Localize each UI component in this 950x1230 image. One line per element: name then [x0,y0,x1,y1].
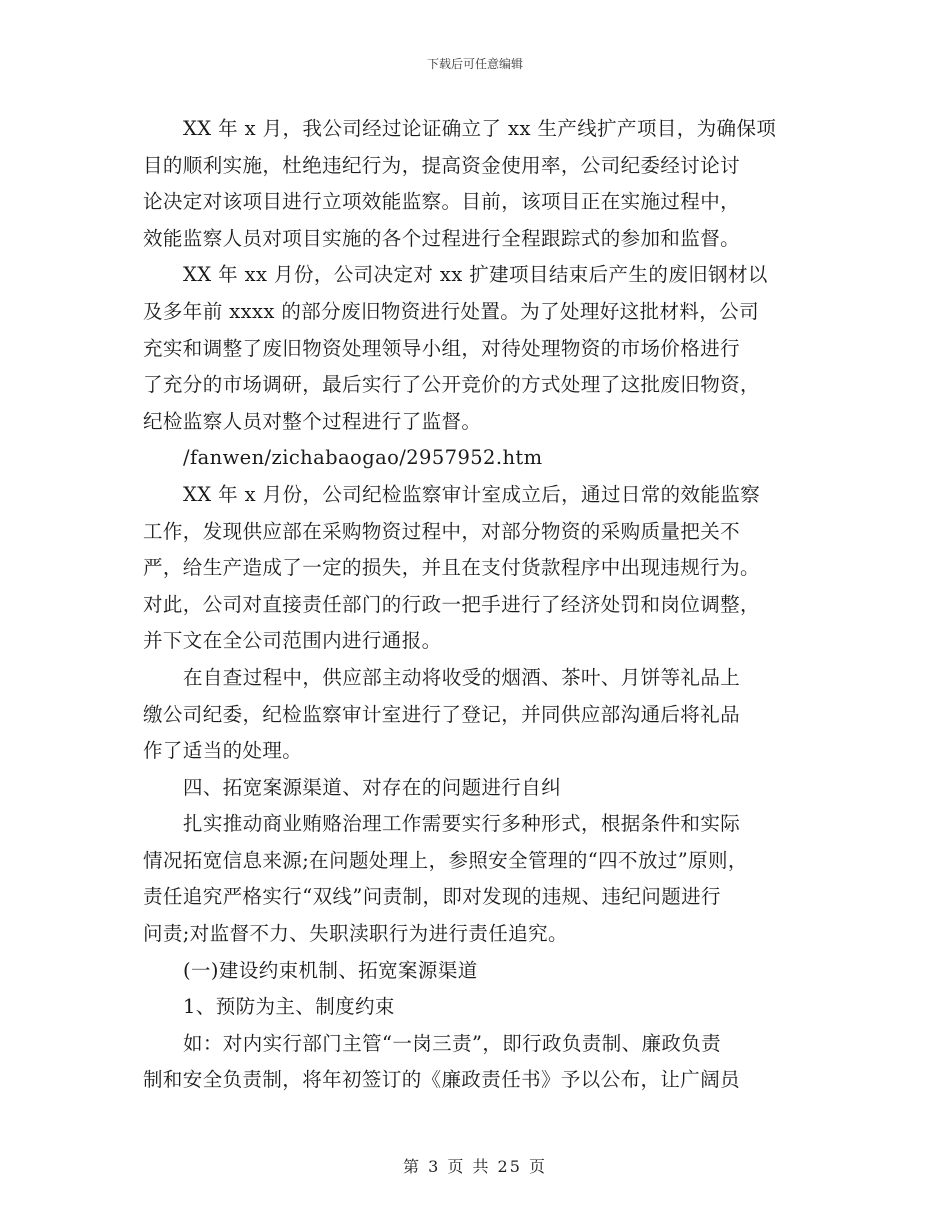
text-line: 对此，公司对直接责任部门的行政一把手进行了经济处罚和岗位调整， [143,592,760,616]
text-line: 严，给生产造成了一定的损失，并且在支付货款程序中出现违规行为。 [143,556,760,580]
text-line: (一)建设约束机制、拓宽案源渠道 [183,958,478,982]
text-line: 问责;对监督不力、失职渎职行为进行责任追究。 [143,922,568,946]
document-body [143,111,818,1099]
text-line: 1、预防为主、制度约束 [183,995,395,1019]
text-line: 效能监察人员对项目实施的各个过程进行全程跟踪式的参加和监督。 [143,226,741,250]
page-header-note: 下载后可任意编辑 [426,57,523,71]
text-line: 责任追究严格实行“双线”问责制，即对发现的违规、违纪问题进行 [143,885,721,909]
text-line: 制和安全负责制，将年初签订的《廉政责任书》予以公布，让广阔员 [143,1068,741,1092]
text-line: 了充分的市场调研，最后实行了公开竞价的方式处理了这批废旧物资， [143,373,760,397]
text-line: XX 年 xx 月份，公司决定对 xx 扩建项目结束后产生的废旧钢材以 [183,263,768,287]
text-line: 缴公司纪委，纪检监察审计室进行了登记，并同供应部沟通后将礼品 [143,702,741,726]
text-line: 扎实推动商业贿赂治理工作需要实行多种形式，根据条件和实际 [183,812,741,836]
text-line: 纪检监察人员对整个过程进行了监督。 [143,409,482,433]
page-number-footer: 第 3 页 共 25 页 [403,1157,547,1176]
text-line: 情况拓宽信息来源;在问题处理上，参照安全管理的“四不放过”原则， [143,848,748,872]
text-line: 工作，发现供应部在采购物资过程中，对部分物资的采购质量把关不 [143,519,741,543]
text-line: 作了适当的处理。 [143,739,303,763]
text-line: 四、拓宽案源渠道、对存在的问题进行自纠 [183,775,562,799]
text-line: 充实和调整了废旧物资处理领导小组，对待处理物资的市场价格进行 [143,336,741,360]
text-line: 论决定对该项目进行立项效能监察。目前，该项目正在实施过程中， [143,190,741,214]
text-line: 及多年前 xxxx 的部分废旧物资进行处置。为了处理好这批材料，公司 [143,299,759,323]
text-line: /fanwen/zichabaogao/2957952.htm [183,446,543,470]
text-line: XX 年 x 月，我公司经过论证确立了 xx 生产线扩产项目，为确保项 [183,117,777,140]
text-line: 目的顺利实施，杜绝违纪行为，提高资金使用率，公司纪委经讨论讨 [143,153,741,177]
text-line: 并下文在全公司范围内进行通报。 [143,629,442,653]
text-line: 在自查过程中，供应部主动将收受的烟酒、茶叶、月饼等礼品上 [183,665,741,689]
text-line: XX 年 x 月份，公司纪检监察审计室成立后，通过日常的效能监察 [183,482,761,506]
text-line: 如：对内实行部门主管“一岗三责”，即行政负责制、廉政负责 [183,1031,722,1055]
